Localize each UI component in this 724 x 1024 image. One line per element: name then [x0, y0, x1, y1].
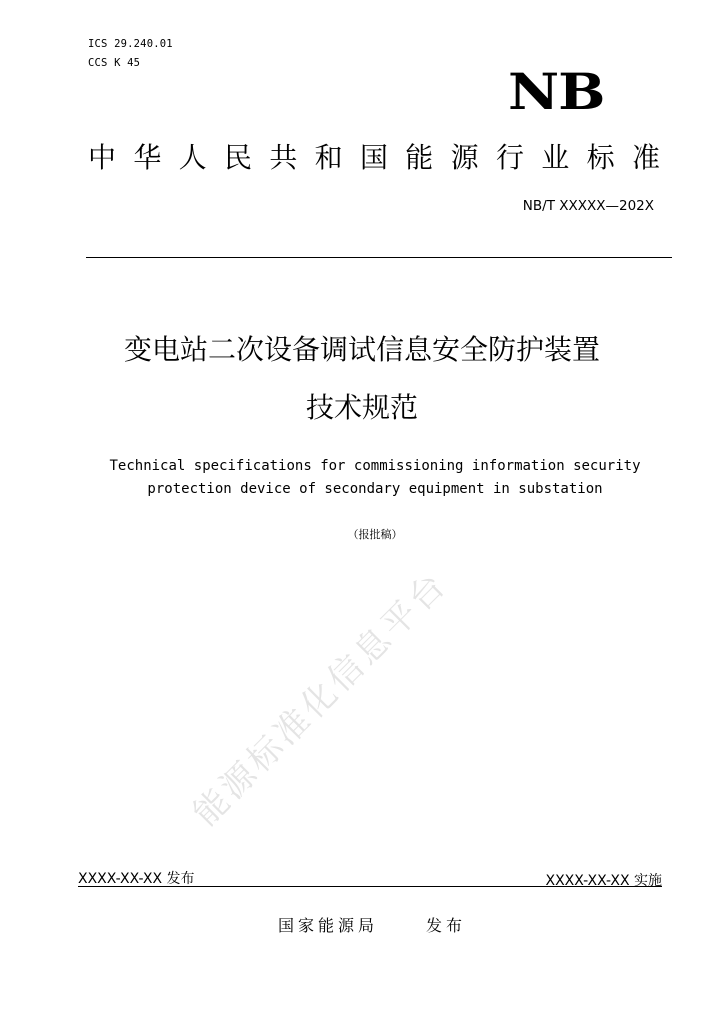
category-char: 能 [405, 141, 434, 174]
category-char: 源 [450, 141, 479, 174]
category-char: 标 [586, 141, 615, 174]
issue-date: XXXX-XX-XX 发布 [78, 871, 195, 887]
issuer: 国家能源局 [278, 916, 379, 935]
issuer-action: 发布 [426, 916, 467, 935]
header-divider [86, 257, 672, 258]
category-char: 民 [223, 141, 252, 174]
category-char: 国 [359, 141, 388, 174]
nb-logo: NB [508, 62, 605, 121]
category-char: 业 [541, 141, 570, 174]
draft-status: （报批稿） [347, 528, 403, 541]
document-title-line-2: 技术规范 [305, 391, 418, 424]
category-char: 行 [495, 141, 524, 174]
english-title-line-1: Technical specifications for commissioning information security [109, 458, 641, 474]
standard-category-heading [88, 140, 660, 176]
english-title-line-2: protection device of secondary equipment in substation [147, 481, 603, 497]
standard-number: NB/T XXXXX—202X [522, 198, 654, 214]
footer-divider [78, 886, 662, 887]
category-char: 中 [88, 141, 117, 174]
category-char: 共 [269, 141, 298, 174]
watermark: 能源标准化信息平台 [185, 563, 456, 834]
category-char: 准 [631, 141, 660, 174]
category-char: 和 [314, 141, 343, 174]
implementation-date: XXXX-XX-XX 实施 [545, 873, 662, 889]
ccs-code: CCS K 45 [88, 57, 141, 69]
category-char: 华 [133, 141, 162, 174]
document-title-line-1: 变电站二次设备调试信息安全防护装置 [123, 333, 600, 366]
ics-code: ICS 29.240.01 [88, 38, 173, 50]
category-char: 人 [178, 141, 207, 174]
